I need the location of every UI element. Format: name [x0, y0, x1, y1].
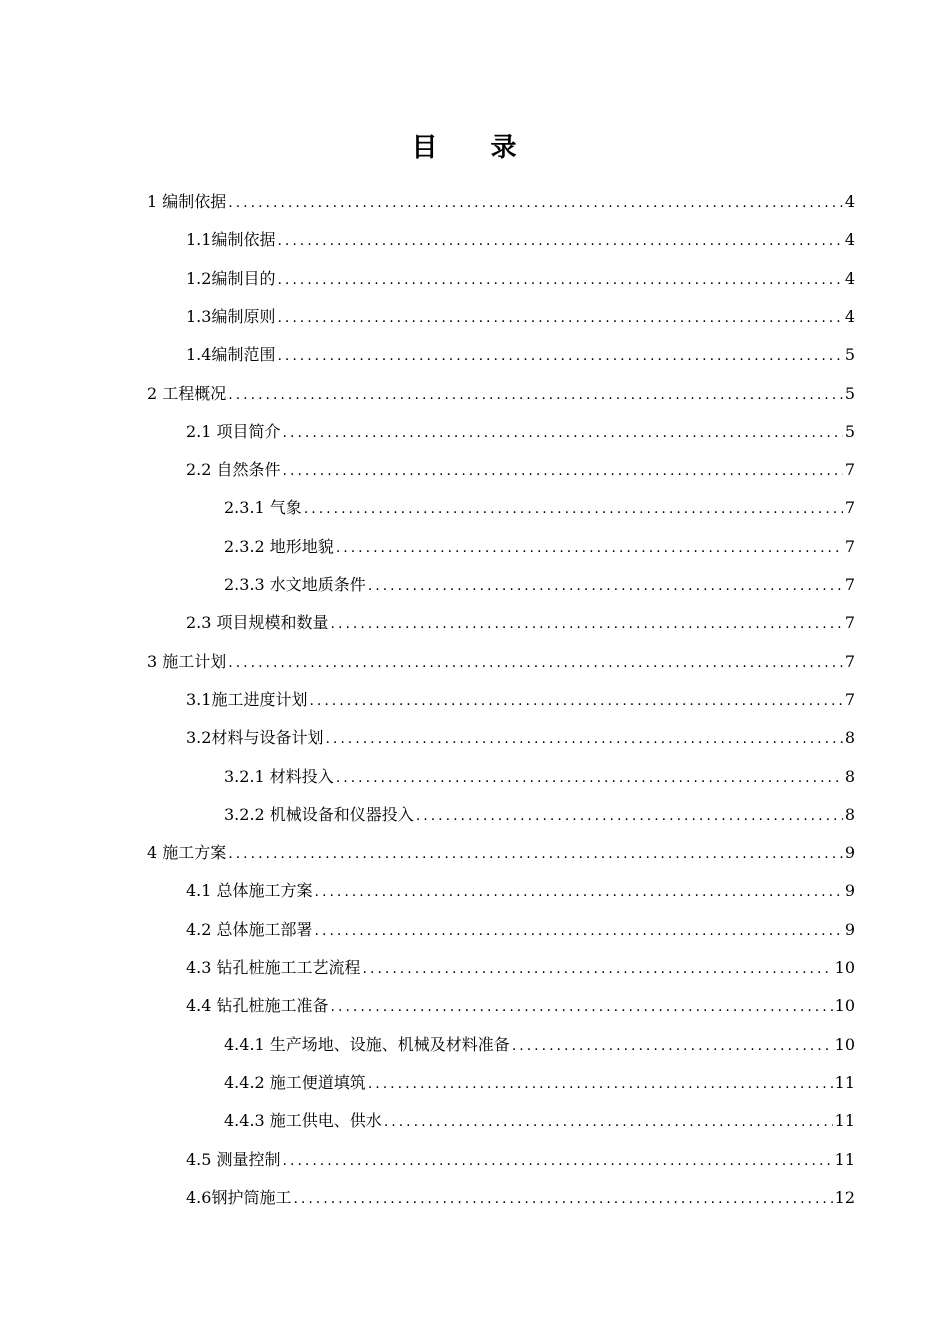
toc-page-number: 5 [844, 345, 855, 365]
toc-dot-leader [304, 499, 843, 519]
toc-page-number: 4 [844, 268, 855, 288]
toc-entry-label: 4 施工方案 [147, 843, 227, 863]
toc-entry[interactable] [224, 1026, 855, 1064]
toc-dot-leader [228, 385, 843, 405]
toc-entry[interactable] [224, 566, 855, 604]
toc-dot-leader [309, 691, 842, 711]
toc-entry-label: 2.3.1 气象 [224, 498, 302, 518]
toc-dot-leader [363, 959, 833, 979]
toc-entry[interactable] [224, 796, 855, 834]
toc-dot-leader [283, 461, 843, 481]
toc-page-number: 9 [844, 919, 855, 939]
toc-page-number: 10 [834, 996, 855, 1016]
toc-entry[interactable] [147, 834, 855, 872]
toc-page-number: 4 [844, 192, 855, 211]
toc-entry[interactable] [224, 1102, 855, 1140]
toc-entry-label: 4.2 总体施工部署 [186, 919, 313, 939]
toc-entry[interactable] [186, 1141, 855, 1179]
toc-dot-leader [277, 346, 842, 366]
toc-entry[interactable] [147, 643, 855, 681]
toc-entry[interactable] [186, 221, 855, 259]
toc-entry-label: 3.2材料与设备计划 [186, 728, 324, 748]
toc-dot-leader [325, 729, 842, 749]
toc-page-number: 7 [844, 575, 855, 594]
toc-entry[interactable] [147, 183, 855, 221]
toc-entry-label: 4.6钢护筒施工 [186, 1187, 292, 1207]
toc-dot-leader [416, 806, 843, 826]
toc-dot-leader [512, 1036, 833, 1056]
toc-entry[interactable] [224, 758, 855, 796]
toc-entry[interactable] [186, 681, 855, 719]
toc-dot-leader [228, 653, 843, 673]
toc-entry[interactable] [186, 413, 855, 451]
toc-page-number: 7 [844, 498, 855, 518]
toc-entry[interactable] [186, 451, 855, 489]
toc-entry-label: 3.2.1 材料投入 [224, 766, 334, 786]
toc-entry-label: 4.5 测量控制 [186, 1149, 281, 1169]
toc-entry[interactable] [186, 1179, 855, 1217]
toc-dot-leader [368, 576, 843, 596]
toc-dot-leader [277, 308, 842, 328]
toc-entry-label: 2.3.2 地形地貌 [224, 536, 334, 556]
toc-entry-label: 2.1 项目简介 [186, 421, 281, 441]
toc-page-number: 11 [834, 1111, 855, 1131]
toc-entry[interactable] [224, 489, 855, 527]
page-title: 目 录 [411, 133, 539, 163]
toc-page-number: 8 [844, 728, 855, 748]
toc-page-number: 5 [844, 383, 855, 403]
toc-entry-label: 1.2编制目的 [186, 268, 276, 288]
toc-entry[interactable] [224, 1064, 855, 1102]
toc-dot-leader [228, 193, 843, 213]
toc-page-number: 5 [844, 421, 855, 441]
toc-page-number: 7 [844, 536, 855, 556]
toc-dot-leader [315, 921, 843, 941]
toc-page-number: 9 [844, 843, 855, 863]
toc-page-number: 8 [844, 766, 855, 786]
toc-entry[interactable] [224, 528, 855, 566]
toc-dot-leader [336, 538, 843, 558]
toc-entry[interactable] [186, 336, 855, 374]
toc-entry[interactable] [186, 719, 855, 757]
toc-entry-label: 4.4.3 施工供电、供水 [224, 1111, 382, 1131]
toc-dot-leader [331, 997, 833, 1017]
toc-entry-label: 4.3 钻孔桩施工工艺流程 [186, 958, 361, 977]
toc-dot-leader [283, 1151, 833, 1171]
toc-entry-label: 4.4.2 施工便道填筑 [224, 1072, 366, 1092]
toc-entry-label: 2.3 项目规模和数量 [186, 613, 329, 633]
toc-page-number: 10 [834, 958, 855, 977]
toc-dot-leader [228, 844, 843, 864]
toc-entry-label: 4.4 钻孔桩施工准备 [186, 996, 329, 1016]
toc-dot-leader [368, 1074, 833, 1094]
toc-entry-label: 4.4.1 生产场地、设施、机械及材料准备 [224, 1034, 510, 1054]
toc-entry-label: 2 工程概况 [147, 383, 227, 403]
toc-page-number: 11 [834, 1149, 855, 1169]
toc-entry-label: 2.3.3 水文地质条件 [224, 575, 366, 594]
toc-page-number: 8 [844, 804, 855, 824]
toc-entry-label: 3.1施工进度计划 [186, 689, 308, 709]
toc-entry-label: 3 施工计划 [147, 651, 227, 671]
toc-page-number: 9 [844, 881, 855, 901]
toc-dot-leader [277, 270, 842, 290]
toc-dot-leader [277, 231, 842, 251]
toc-entry[interactable] [186, 987, 855, 1025]
toc-page-number: 7 [844, 689, 855, 709]
toc-entry[interactable] [186, 911, 855, 949]
toc-page-number: 4 [844, 306, 855, 326]
toc-entry[interactable] [186, 298, 855, 336]
toc-page-number: 4 [844, 230, 855, 250]
toc-entry[interactable] [186, 872, 855, 910]
toc-page-number: 7 [844, 613, 855, 633]
toc-page-number: 11 [834, 1072, 855, 1092]
toc-entry-label: 1.1编制依据 [186, 230, 276, 250]
toc-entry[interactable] [147, 375, 855, 413]
toc-page-number: 7 [844, 460, 855, 480]
toc-dot-leader [315, 882, 843, 902]
toc-entry[interactable] [186, 260, 855, 298]
toc-entry-label: 1.4编制范围 [186, 345, 276, 365]
toc-dot-leader [384, 1112, 833, 1132]
toc-page-number: 12 [834, 1187, 855, 1207]
toc-entry[interactable] [186, 604, 855, 642]
toc-entry[interactable] [186, 949, 855, 987]
toc-dot-leader [283, 423, 843, 443]
toc-entry-label: 1 编制依据 [147, 192, 227, 211]
toc-entry-label: 3.2.2 机械设备和仪器投入 [224, 804, 414, 824]
toc-dot-leader [331, 614, 843, 634]
toc-entry-label: 1.3编制原则 [186, 306, 276, 326]
toc-entry-label: 4.1 总体施工方案 [186, 881, 313, 901]
toc-dot-leader [293, 1189, 832, 1209]
toc-page-number: 10 [834, 1034, 855, 1054]
toc-entry-label: 2.2 自然条件 [186, 460, 281, 480]
toc-dot-leader [336, 768, 843, 788]
toc-page-number: 7 [844, 651, 855, 671]
